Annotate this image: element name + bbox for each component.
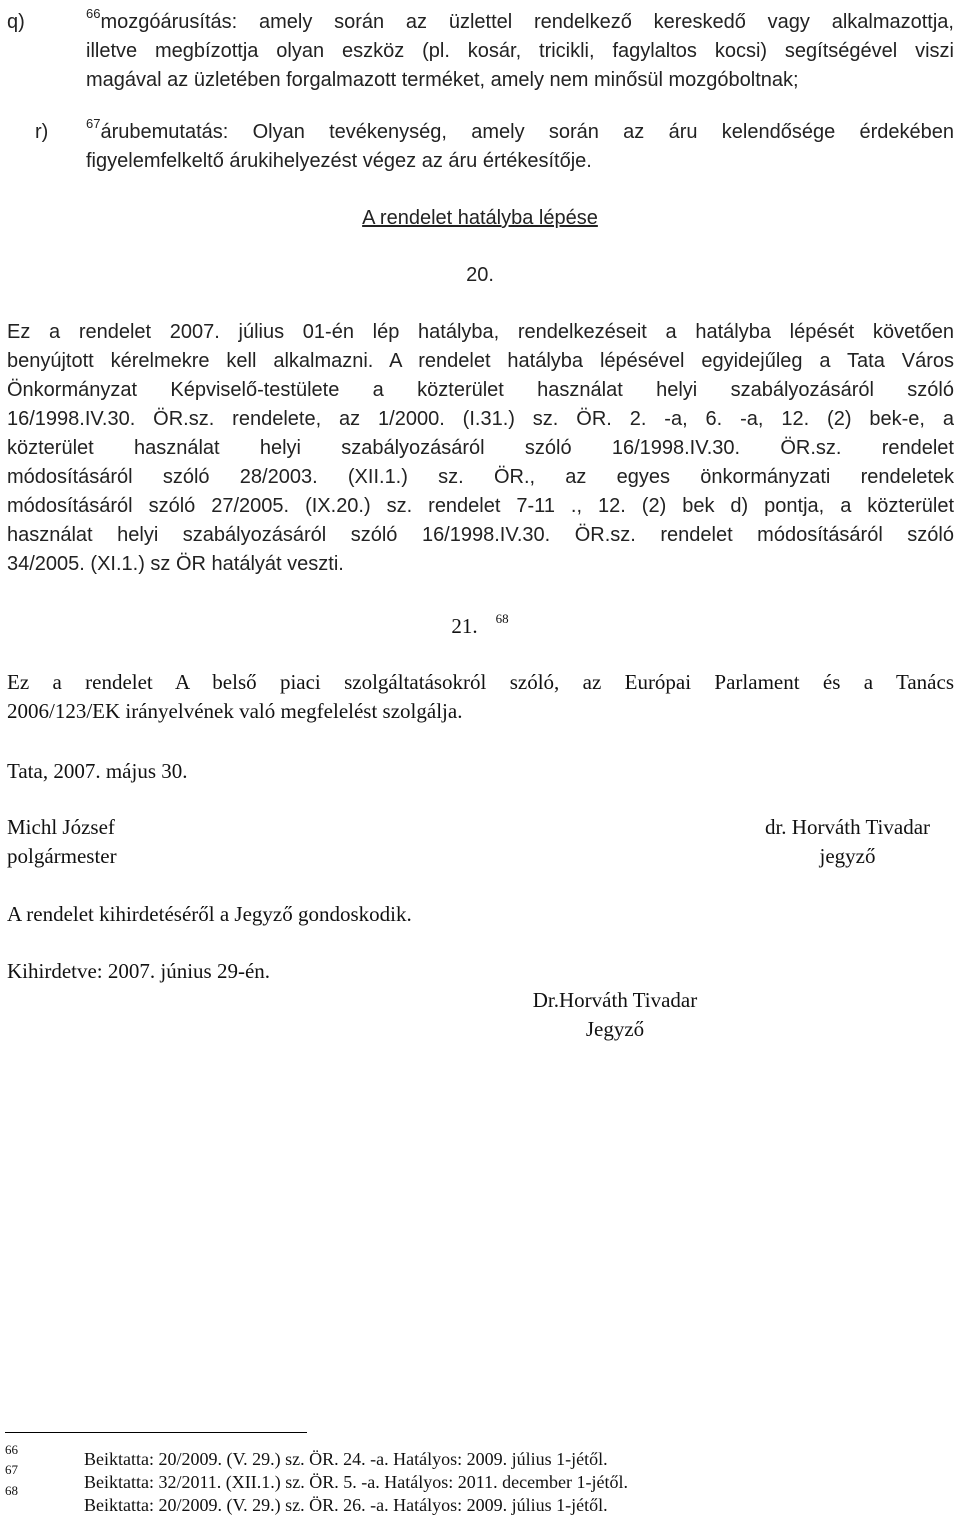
- footnote-text: Beiktatta: 20/2009. (V. 29.) sz. ÖR. 24. -a. Hatályos: 2009. július 1-jétől.: [84, 1449, 608, 1469]
- item-q-line-1: $^{66}$mozgóárusítás: amely során az üzlettel rendelkező kereskedő vagy alkalmazottja,: [86, 6, 954, 33]
- promulgation-signature: [510, 986, 720, 1044]
- section-21-body: [7, 668, 954, 726]
- footnote-ref-66[interactable]: 66: [86, 6, 101, 22]
- signature-left-title: polgármester: [7, 844, 117, 868]
- item-r-marker: r): [35, 121, 49, 143]
- signature-right: [740, 813, 955, 871]
- section-20-line: 34/2005. (XI.1.) sz ÖR hatályát veszti.: [7, 553, 344, 575]
- section-20-line: módosításáról szóló 28/2003. (XII.1.) sz. ÖR., az egyes önkormányzati rendeletek: [7, 466, 954, 488]
- section-20-line: Önkormányzat Képviselő-testülete a közterület használat helyi szabályozásáról szóló: [7, 379, 954, 401]
- signature-right-title: jegyző: [819, 844, 876, 868]
- section-20-line: benyújtott kérelmekre kell alkalmazni. A rendelet hatályba lépésével egyidejűleg a Tata Város: [7, 350, 954, 372]
- section-20-line: módosításáról szóló 27/2005. (IX.20.) sz. rendelet 7-11 ., 12. (2) bek d) pontja, a közterület: [7, 495, 954, 517]
- promulgation-signature-name: Dr.Horváth Tivadar: [532, 988, 698, 1012]
- section-20-body: [7, 318, 954, 579]
- footnote-text: Beiktatta: 32/2011. (XII.1.) sz. ÖR. 5. -a. Hatályos: 2011. december 1-jétől.: [84, 1472, 629, 1492]
- item-q-marker: q): [7, 11, 25, 33]
- signature-left-name: Michl József: [7, 815, 115, 839]
- section-heading: A rendelet hatályba lépése: [362, 207, 598, 229]
- footnote-number: 66: [5, 1442, 18, 1457]
- section-21-number: 21. $^{68}$: [451, 611, 509, 638]
- item-q-line-2: illetve megbízottja olyan eszköz (pl. kosár, tricikli, fagylaltos kocsi) segítségével viszi: [86, 40, 954, 62]
- item-r: [86, 118, 954, 176]
- promulgation-signature-title: Jegyző: [585, 1017, 645, 1041]
- promulgated: Kihirdetve: 2007. június 29-én.: [7, 959, 271, 983]
- signature-right-name: dr. Horváth Tivadar: [764, 815, 931, 839]
- section-20-number: 20.: [466, 264, 494, 286]
- footnote-divider: [5, 1432, 307, 1433]
- signature-left: [7, 813, 117, 871]
- item-r-line-2: figyelemfelkeltő árukihelyezést végez az áru értékesítője.: [86, 150, 592, 172]
- footnote-ref-67[interactable]: 67: [86, 116, 101, 132]
- place-date: Tata, 2007. május 30.: [7, 759, 188, 783]
- item-q-line-3: magával az üzletében forgalmazott terméket, amely nem minősül mozgóboltnak;: [86, 69, 799, 91]
- footnote-number: 68: [5, 1483, 18, 1498]
- footnote-ref-68[interactable]: 68: [495, 611, 509, 626]
- publication-note: A rendelet kihirdetéséről a Jegyző gondoskodik.: [7, 902, 412, 926]
- item-q: [86, 8, 954, 95]
- section-20-line: használat helyi szabályozásáról szóló 16/1998.IV.30. ÖR.sz. rendelet módosításáról szóló: [7, 524, 954, 546]
- section-20-line: 16/1998.IV.30. ÖR.sz. rendelete, az 1/2000. (I.31.) sz. ÖR. 2. -a, 6. -a, 12. (2) bek-e, a: [7, 408, 954, 430]
- section-21-line: Ez a rendelet A belső piaci szolgáltatásokról szóló, az Európai Parlament és a Tanács: [7, 670, 954, 694]
- section-20-line: Ez a rendelet 2007. július 01-én lép hatályba, rendelkezéseit a hatályba lépését követően: [7, 321, 954, 343]
- section-21-line: 2006/123/EK irányelvének való megfelelést szolgálja.: [7, 699, 463, 723]
- footnote-text: Beiktatta: 20/2009. (V. 29.) sz. ÖR. 26. -a. Hatályos: 2009. július 1-jétől.: [84, 1495, 608, 1515]
- footnote-number: 67: [5, 1462, 18, 1477]
- section-20-line: közterület használat helyi szabályozásáról szóló 16/1998.IV.30. ÖR.sz. rendelet: [7, 437, 954, 459]
- item-r-line-1: $^{67}$árubemutatás: Olyan tevékenység, amely során az áru kelendősége érdekében: [86, 116, 954, 143]
